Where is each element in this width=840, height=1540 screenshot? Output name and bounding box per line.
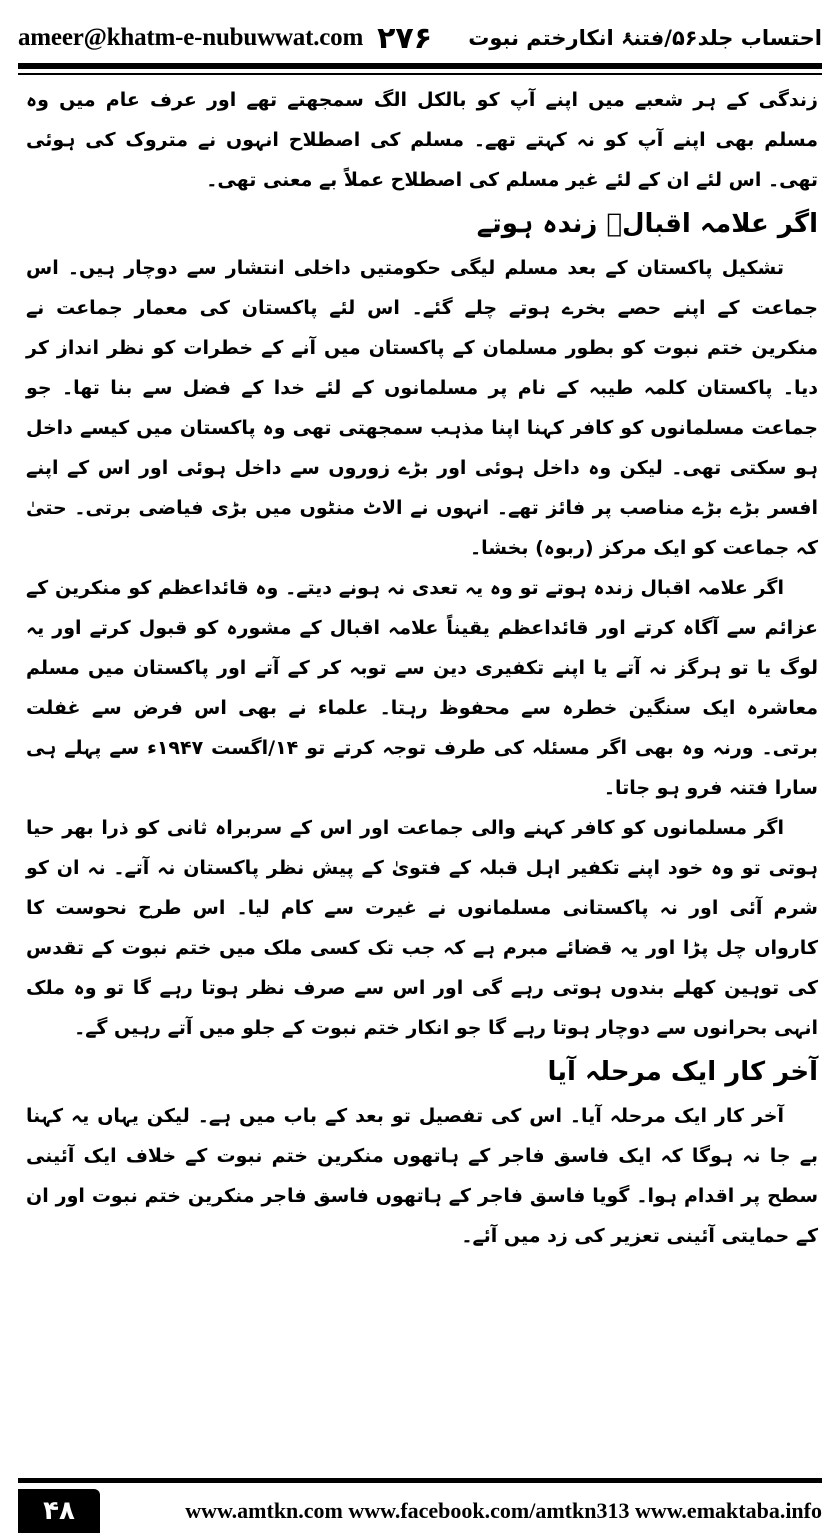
footer-page-number: ۴۸	[18, 1489, 100, 1533]
footer-rule	[18, 1478, 822, 1483]
section-heading-iqbal: اگر علامہ اقبالؒ زندہ ہوتے	[476, 209, 818, 239]
page-footer	[18, 1488, 822, 1534]
paragraph-iqbal-alive: اگر علامہ اقبال زندہ ہوتے تو وہ یہ تعدی نہ ہونے دیتے۔ وہ قائداعظم کو منکرین کے عزائم سے آگاہ کرتے اور قائداعظم یقیناً علامہ اقبال کے مشورہ کو قبول کرتے اور یہ لوگ یا تو ہرگز نہ آتے یا اپنے تکفیری دین سے توبہ کر کے آتے اور پاکستان میں مسلم معاشرہ ایک سنگین خطرہ سے محفوظ رہتا۔ علماء نے بھی اس فرض سے غفلت برتی۔ ورنہ وہ بھی اگر مسئلہ کی طرف توجہ کرتے تو ۱۴/اگست ۱۹۴۷ء سے پہلے ہی سارا فتنہ فرو ہو جاتا۔	[26, 577, 818, 799]
header-title: احتساب جلد۵۶/فتنۂ انکارختم نبوت	[468, 26, 822, 50]
page-header	[18, 16, 822, 60]
paragraph-shame: اگر مسلمانوں کو کافر کہنے والی جماعت اور اس کے سربراہ ثانی کو ذرا بھر حیا ہوتی تو وہ خود اپنے تکفیر اہل قبلہ کے فتویٰ کے پیش نظر پاکستان نہ آتے۔ نہ ان کو شرم آئی اور نہ پاکستانی مسلمانوں نے غیرت سے کام لیا۔ اس طرح نحوست کا کارواں چل پڑا اور یہ قضائے مبرم ہے کہ جب تک کسی ملک میں ختم نبوت کے تقدس کی توہین کھلے بندوں ہوتی رہے گی اور اس سے صرف نظر ہوتا رہے گا تو وہ ملک انہی بحرانوں سے دوچار ہوتا رہے گا جو انکار ختم نبوت کے جلو میں آتے رہیں گے۔	[26, 817, 818, 1039]
header-left-group	[18, 21, 432, 56]
header-rule-thick	[18, 63, 822, 69]
header-email: ameer@khatm-e-nubuwwat.com	[18, 24, 364, 51]
footer-links: www.amtkn.com www.facebook.com/amtkn313 www.emaktaba.info	[185, 1498, 822, 1523]
header-page-number: ۲۷۶	[377, 20, 433, 56]
section-heading-stage: آخر کار ایک مرحلہ آیا	[547, 1057, 818, 1087]
paragraph-pakistan-formation: تشکیل پاکستان کے بعد مسلم لیگی حکومتیں داخلی انتشار سے دوچار ہیں۔ اس جماعت کے اپنے حصے بخرے ہوتے چلے گئے۔ اس لئے پاکستان کی معمار جماعت نے منکرین ختم نبوت کو بطور مسلمان کے پاکستان میں آنے کے خطرات کو نظر انداز کر دیا۔ پاکستان کلمہ طیبہ کے نام پر مسلمانوں کے لئے خدا کے فضل سے بنا تھا۔ جو جماعت مسلمانوں کو کافر کہنا اپنا مذہب سمجھتی تھی وہ پاکستان میں کیسے داخل ہو سکتی تھی۔ لیکن وہ داخل ہوئی اور بڑے زوروں سے داخل ہوئی اور اس کے اپنے افسر بڑے بڑے مناصب پر فائز تھے۔ انہوں نے الاٹ منٹوں میں بڑی فیاضی برتی۔ حتیٰ کہ جماعت کو ایک مرکز (ربوہ) بخشا۔	[26, 257, 818, 559]
header-rule-thin	[18, 73, 822, 75]
body-text	[26, 80, 818, 1460]
paragraph-final-stage: آخر کار ایک مرحلہ آیا۔ اس کی تفصیل تو بعد کے باب میں ہے۔ لیکن یہاں یہ کہنا بے جا نہ ہوگا کہ ایک فاسق فاجر کے ہاتھوں منکرین ختم نبوت کے خلاف ایک آئینی سطح پر اقدام ہوا۔ گویا فاسق فاجر کے ہاتھوں فاسق فاجر منکرین ختم نبوت اور ان کے حمایتی آئینی تعزیر کی زد میں آئے۔	[26, 1105, 818, 1247]
paragraph-continuation: زندگی کے ہر شعبے میں اپنے آپ کو بالکل الگ سمجھتے تھے اور عرف عام میں وہ مسلم بھی اپنے آپ کو نہ کہتے تھے۔ مسلم کی اصطلاح انہوں نے متروک کی ہوئی تھی۔ اس لئے ان کے لئے غیر مسلم کی اصطلاح عملاً بے معنی تھی۔	[26, 89, 818, 191]
